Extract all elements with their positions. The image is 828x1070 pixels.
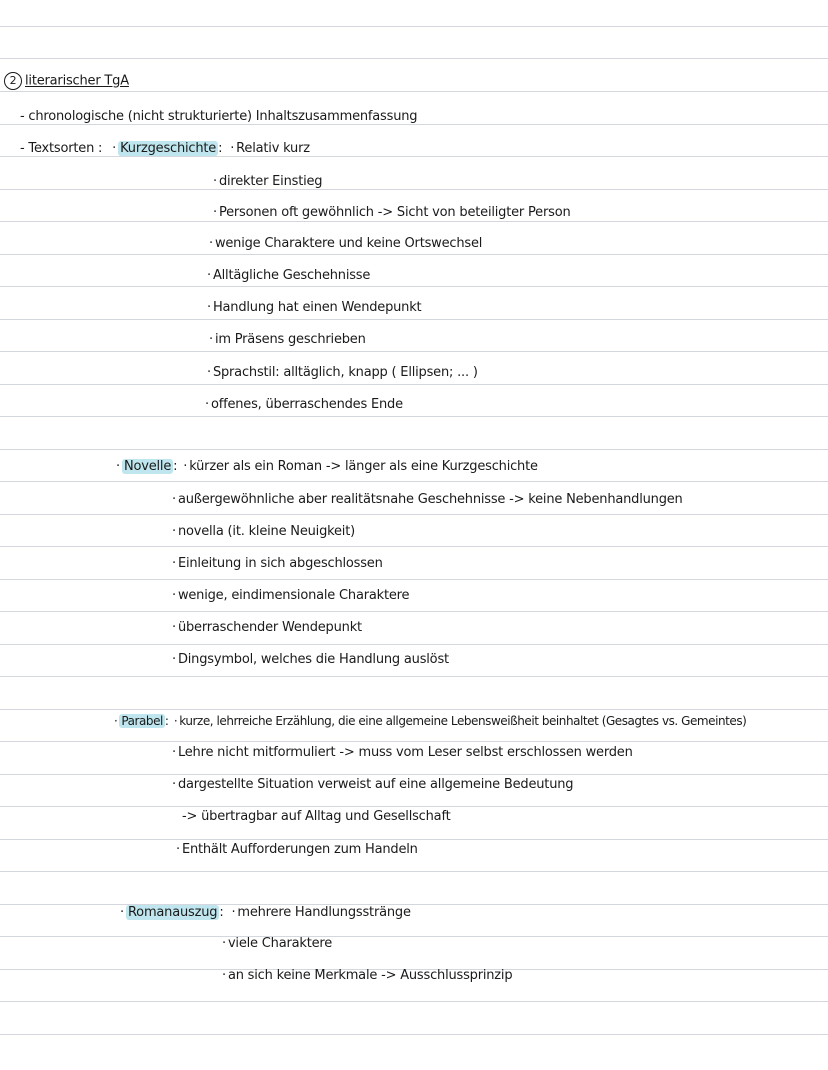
ruled-line — [0, 481, 828, 482]
ruled-line — [0, 676, 828, 677]
romanauszug-item: mehrere Handlungsstränge — [237, 905, 411, 920]
kurzgeschichte-label: Kurzgeschichte — [120, 141, 217, 156]
kurzgeschichte-item: · Sprachstil: alltäglich, knapp ( Ellipsen; ... ) — [207, 365, 478, 380]
ruled-line — [0, 26, 828, 27]
ruled-line — [0, 546, 828, 547]
kurzgeschichte-item: · Handlung hat einen Wendepunkt — [207, 300, 422, 315]
ruled-line — [0, 1001, 828, 1002]
section-number: 2 — [4, 72, 22, 90]
ruled-line — [0, 579, 828, 580]
ruled-line — [0, 871, 828, 872]
ruled-line — [0, 709, 828, 710]
kurzgeschichte-colon: : — [218, 141, 223, 156]
ruled-line — [0, 611, 828, 612]
parabel-item: -> übertragbar auf Alltag und Gesellschaft — [182, 809, 451, 824]
textsorten-prefix: - Textsorten : — [20, 141, 103, 156]
kurzgeschichte-item: · im Präsens geschrieben — [209, 332, 366, 347]
ruled-line — [0, 254, 828, 255]
ruled-line — [0, 936, 828, 937]
ruled-line — [0, 839, 828, 840]
romanauszug-item: · viele Charaktere — [222, 936, 333, 951]
section-title: literarischer TgA — [25, 73, 129, 89]
novelle-item: · überraschender Wendepunkt — [172, 620, 362, 635]
parabel-item: · Lehre nicht mitformuliert -> muss vom Leser selbst erschlossen werden — [172, 745, 633, 760]
ruled-line — [0, 449, 828, 450]
ruled-line — [0, 774, 828, 775]
ruled-line — [0, 514, 828, 515]
kurzgeschichte-item: · Alltägliche Geschehnisse — [207, 268, 371, 283]
novelle-item: · wenige, eindimensionale Charaktere — [172, 588, 410, 603]
romanauszug-line: · Romanauszug : · mehrere Handlungsstränge — [120, 905, 411, 920]
kurzgeschichte-item: · Personen oft gewöhnlich -> Sicht von beteiligter Person — [213, 205, 571, 220]
ruled-line — [0, 286, 828, 287]
ruled-line — [0, 741, 828, 742]
parabel-item: kurze, lehrreiche Erzählung, die eine allgemeine Lebensweißheit beinhaltet (Gesagtes vs. Gemeintes) — [179, 714, 747, 728]
section-heading — [4, 72, 129, 91]
ruled-line — [0, 806, 828, 807]
parabel-item: · dargestellte Situation verweist auf eine allgemeine Bedeutung — [172, 777, 574, 792]
ruled-line — [0, 351, 828, 352]
ruled-line — [0, 384, 828, 385]
ruled-line — [0, 416, 828, 417]
ruled-line — [0, 58, 828, 59]
ruled-line — [0, 319, 828, 320]
novelle-item: kürzer als ein Roman -> länger als eine Kurzgeschichte — [189, 459, 538, 474]
novelle-item: · novella (it. kleine Neuigkeit) — [172, 524, 355, 539]
novelle-line: · Novelle : · kürzer als ein Roman -> länger als eine Kurzgeschichte — [116, 459, 538, 474]
kurzgeschichte-item: Relativ kurz — [236, 141, 310, 156]
ruled-line — [0, 189, 828, 190]
novelle-item: · außergewöhnliche aber realitätsnahe Geschehnisse -> keine Nebenhandlungen — [172, 492, 683, 507]
parabel-line: · Parabel : · kurze, lehrreiche Erzählung, die eine allgemeine Lebensweißheit beinhaltet (Gesagtes vs. Gemeintes) — [114, 714, 747, 728]
ruled-line — [0, 91, 828, 92]
ruled-line — [0, 644, 828, 645]
romanauszug-label: Romanauszug — [127, 905, 218, 920]
kurzgeschichte-item: · wenige Charaktere und keine Ortswechsel — [209, 236, 483, 251]
novelle-label: Novelle — [123, 459, 172, 474]
textsorten-line: - Textsorten : · Kurzgeschichte : · Relativ kurz — [20, 141, 310, 156]
parabel-item: · Enthält Aufforderungen zum Handeln — [176, 842, 418, 857]
novelle-item: · Einleitung in sich abgeschlossen — [172, 556, 383, 571]
kurzgeschichte-item: · direkter Einstieg — [213, 174, 323, 189]
novelle-item: · Dingsymbol, welches die Handlung auslöst — [172, 652, 449, 667]
kurzgeschichte-item: · offenes, überraschendes Ende — [205, 397, 403, 412]
intro-line: - chronologische (nicht strukturierte) Inhaltszusammenfassung — [20, 109, 418, 124]
romanauszug-item: · an sich keine Merkmale -> Ausschlussprinzip — [222, 968, 513, 983]
parabel-label: Parabel — [121, 714, 163, 728]
ruled-line — [0, 1034, 828, 1035]
